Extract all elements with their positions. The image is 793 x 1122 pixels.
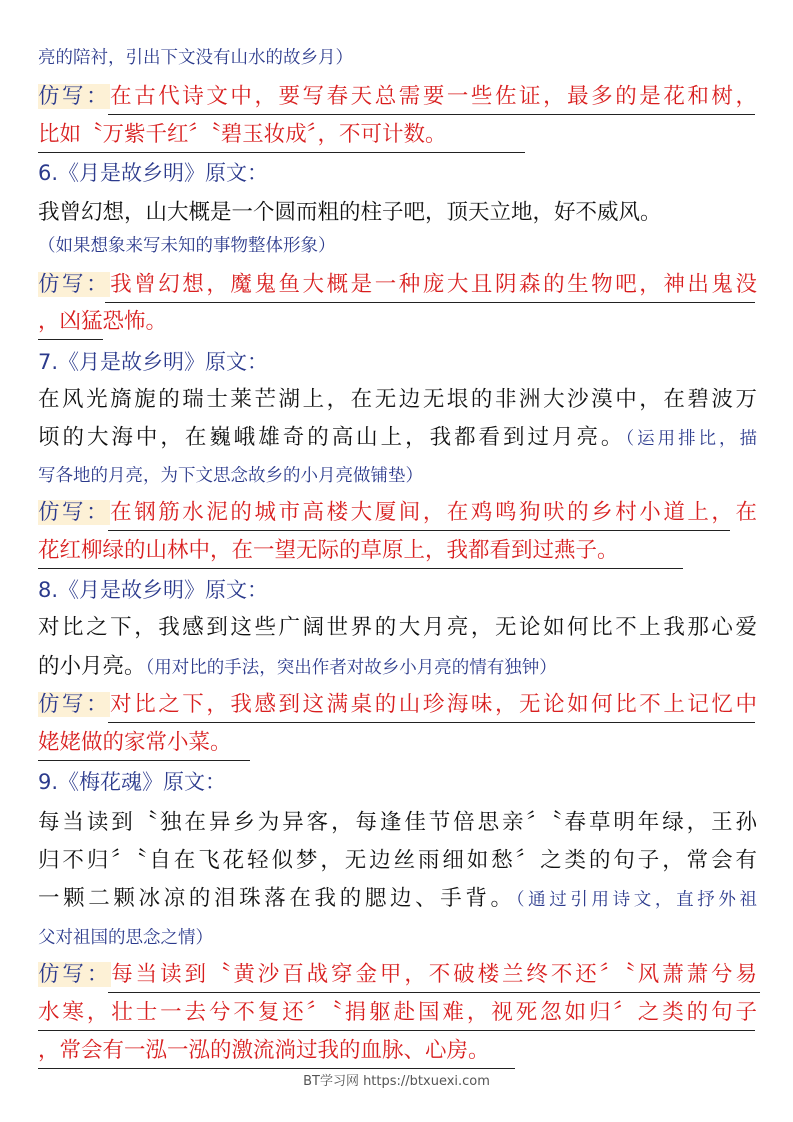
original-text: 的小月亮。 [38,654,146,679]
original-text: 在风光旖旎的瑞士莱芒湖上，在无边无垠的非洲大沙漠中，在碧波万 [38,387,757,412]
text-line [38,575,268,605]
imitation-text: 水寒，壮士一去兮不复还〞〝捐躯赴国难，视死忽如归〞之类的句子 [38,1000,757,1025]
underline-divider [105,302,755,303]
underline-divider [38,1068,515,1069]
section-heading: 7.《月是故乡明》原文： [38,350,269,374]
text-line [38,42,353,72]
imitation-label: 仿写： [38,84,111,109]
footer-watermark: BT学习网 https://btxuexi.com [303,1074,490,1089]
text-line [38,120,447,150]
imitation-text: 对比之下，我感到这满桌的山珍海味，无论如何比不上记忆中 [110,692,757,717]
text-line [38,767,226,797]
underline-divider [38,568,683,569]
text-line [38,230,336,260]
original-text: 一颗二颗冰凉的泪珠落在我的腮边、手背。 [38,886,516,911]
text-line [38,82,757,112]
annotation-note: （如果想象来写未知的事物整体形象） [38,236,336,256]
imitation-label: 仿写： [38,692,111,717]
text-line [38,198,662,228]
text-line [38,385,757,415]
text-line [38,728,232,758]
text-line [38,347,268,377]
underline-divider [108,722,755,723]
imitation-label: 仿写： [38,962,112,987]
imitation-text: 比如〝万紫千红〞〝碧玉妆成〞，不可计数。 [38,122,447,147]
original-text: 对比之下，我感到这些广阔世界的大月亮，无论如何比不上我那心爱 [38,615,757,640]
annotation-note: （通过引用诗文，直抒外祖 [515,890,757,910]
text-line [38,1036,490,1066]
underline-divider [108,530,730,531]
imitation-text: ，常会有一泓一泓的激流淌过我的血脉、心房。 [38,1038,490,1063]
annotation-note: 父对祖国的思念之情） [38,928,213,948]
original-text: 归不归〞〝自在飞花轻似梦，无边丝雨细如愁〞之类的句子，常会有 [38,848,757,873]
annotation-note: 亮的陪衬，引出下文没有山水的故乡月） [38,48,353,68]
imitation-text: 花红柳绿的山林中，在一望无际的草原上，我都看到过燕子。 [38,538,619,563]
imitation-text: 在古代诗文中，要写春天总需要一些佐证，最多的是花和树， [110,84,757,109]
original-text: 每当读到〝独在异乡为异客，每逢佳节倍思亲〞〝春草明年绿，王孙 [38,810,757,835]
section-heading: 8.《月是故乡明》原文： [38,578,269,602]
original-text: 我曾幻想，山大概是一个圆而粗的柱子吧，顶天立地，好不威风。 [38,200,662,225]
annotation-note: 写各地的月亮，为下文思念故乡的小月亮做铺垫） [38,466,423,486]
imitation-text: 我曾幻想，魔鬼鱼大概是一种庞大且阴森的生物吧，神出鬼没 [110,272,757,297]
imitation-text: ，凶猛恐怖。 [38,309,168,334]
imitation-text: 在钢筋水泥的城市高楼大厦间，在鸡鸣狗吠的乡村小道上，在 [110,500,757,525]
underline-divider [38,339,103,340]
underline-divider [38,760,250,761]
text-line [38,158,268,188]
text-line [38,270,757,300]
text-line [38,423,757,453]
text-line [38,808,757,838]
text-line [38,690,757,720]
text-line [38,498,757,528]
text-line [38,307,167,337]
imitation-label: 仿写： [38,500,111,525]
underline-divider [38,1030,755,1031]
text-line [38,652,557,682]
original-text: 顷的大海中，在巍峨雄奇的高山上，我都看到过月亮。 [38,425,626,450]
annotation-note: （运用排比，描 [625,429,757,449]
underline-divider [38,152,525,153]
text-line [38,998,757,1028]
imitation-text: 姥姥做的家常小菜。 [38,730,232,755]
section-heading: 6.《月是故乡明》原文： [38,161,269,185]
text-line [38,884,757,914]
text-line [38,960,757,990]
text-line [38,613,757,643]
imitation-label: 仿写： [38,272,111,297]
annotation-note: （用对比的手法，突出作者对故乡小月亮的情有独钟） [145,658,557,678]
text-line [38,460,423,490]
text-line [38,846,757,876]
underline-divider [108,114,755,115]
imitation-text: 每当读到〝黄沙百战穿金甲，不破楼兰终不还〞〝风萧萧兮易 [111,962,757,987]
underline-divider [108,992,760,993]
text-line [38,922,213,952]
text-line [38,536,619,566]
section-heading: 9.《梅花魂》原文： [38,770,227,794]
